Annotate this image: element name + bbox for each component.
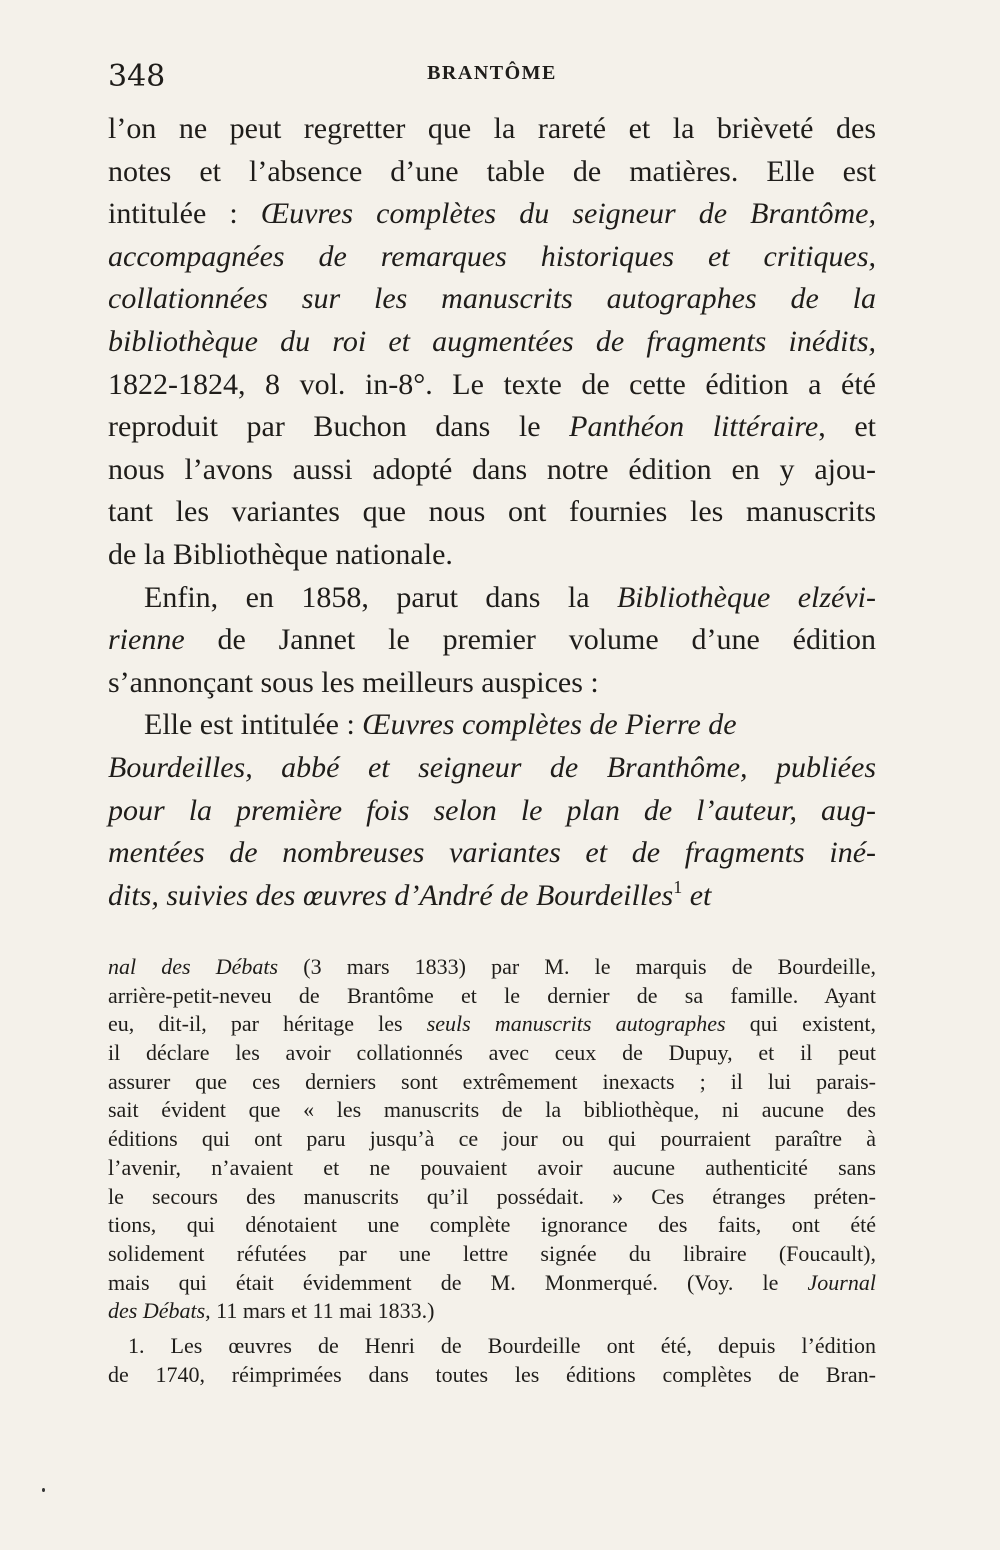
text-line: Elle est intitulée : Œuvres complètes de Pierre de bbox=[144, 708, 737, 742]
running-head: BRANTÔME bbox=[427, 62, 557, 84]
text-line: reproduit par Buchon dans le Panthéon littéraire, et bbox=[108, 410, 876, 444]
book-title: Œuvres complètes du seigneur de Brantôme, bbox=[260, 197, 876, 231]
text-line: s’annonçant sous les meilleurs auspices : bbox=[108, 665, 599, 699]
text-line: l’on ne peut regretter que la rareté et la brièveté des bbox=[108, 112, 876, 145]
book-title: Bibliothèque elzévi- bbox=[616, 580, 876, 614]
text-line: tant les variantes que nous ont fournies les manuscrits bbox=[108, 495, 876, 529]
text-line: notes et l’absence d’une table de matières. Elle est bbox=[108, 154, 876, 188]
text-line: mentées de nombreuses variantes et de fragments iné- bbox=[108, 836, 876, 870]
text-line: de la Bibliothèque nationale. bbox=[108, 537, 453, 571]
book-title: Œuvres complètes de Pierre de bbox=[362, 708, 737, 742]
text-line: intitulée : Œuvres complètes du seigneur de Brantôme, bbox=[108, 197, 876, 231]
page-header bbox=[108, 58, 876, 98]
text-line: pour la première fois selon le plan de l’auteur, aug- bbox=[108, 793, 876, 827]
page-number: 348 bbox=[108, 59, 166, 94]
text-line: rienne de Jannet le premier volume d’une édition bbox=[108, 623, 876, 657]
text-line: nous l’avons aussi adopté dans notre édition en y ajou- bbox=[108, 452, 876, 486]
ink-speck bbox=[42, 1488, 45, 1492]
footnote-line: nal des Débats (3 mars 1833) par M. le marquis de Bourdeille, bbox=[108, 954, 876, 979]
text-line: Bourdeilles, abbé et seigneur de Branthôme, publiées bbox=[108, 750, 876, 784]
text-line: accompagnées de remarques historiques et critiques, bbox=[108, 239, 876, 273]
text-line: collationnées sur les manuscrits autographes de la bbox=[108, 282, 876, 316]
footnote-line: solidement réfutées par une lettre signée du libraire (Foucault), bbox=[108, 1240, 876, 1266]
footnote-line: le secours des manuscrits qu’il possédait. » Ces étranges préten- bbox=[108, 1183, 876, 1209]
footnote-line: arrière-petit-neveu de Brantôme et le dernier de sa famille. Ayant bbox=[108, 982, 876, 1008]
footnote-line: l’avenir, n’avaient et ne pouvaient avoir aucune authenticité sans bbox=[108, 1154, 876, 1180]
footnote-marker: 1 bbox=[673, 876, 683, 897]
footnote-line: sait évident que « les manuscrits de la bibliothèque, ni aucune des bbox=[108, 1097, 876, 1123]
book-title: Panthéon littéraire bbox=[569, 410, 819, 444]
footnote-line: eu, dit-il, par héritage les seuls manuscrits autographes qui existent, bbox=[108, 1011, 876, 1037]
footnote-line: mais qui était évidemment de M. Monmerqué. (Voy. le Journal bbox=[108, 1269, 876, 1295]
footnote-line: de 1740, réimprimées dans toutes les éditions complètes de Bran- bbox=[108, 1361, 876, 1387]
footnote-line: 1. Les œuvres de Henri de Bourdeille ont été, depuis l’édition bbox=[128, 1332, 876, 1358]
text-line: bibliothèque du roi et augmentées de fragments inédits, bbox=[108, 324, 876, 358]
footnote-line: il déclare les avoir collationnés avec ceux de Dupuy, et il peut bbox=[108, 1040, 876, 1066]
text-line: 1822-1824, 8 vol. in-8°. Le texte de cette édition a été bbox=[108, 367, 876, 401]
footnotes bbox=[108, 953, 876, 1389]
main-text bbox=[108, 108, 876, 917]
footnote-line: assurer que ces derniers sont extrêmement inexacts ; il lui parais- bbox=[108, 1068, 876, 1094]
footnote-line: des Débats, 11 mars et 11 mai 1833.) bbox=[108, 1298, 435, 1324]
text-line: dits, suivies des œuvres d’André de Bourdeilles$^1$ et bbox=[108, 876, 712, 912]
footnote-line: tions, qui dénotaient une complète ignorance des faits, ont été bbox=[108, 1212, 876, 1238]
footnote-line: éditions qui ont paru jusqu’à ce jour ou qui pourraient paraître à bbox=[108, 1126, 876, 1152]
text-line: Enfin, en 1858, parut dans la Bibliothèque elzévi- bbox=[144, 580, 876, 614]
